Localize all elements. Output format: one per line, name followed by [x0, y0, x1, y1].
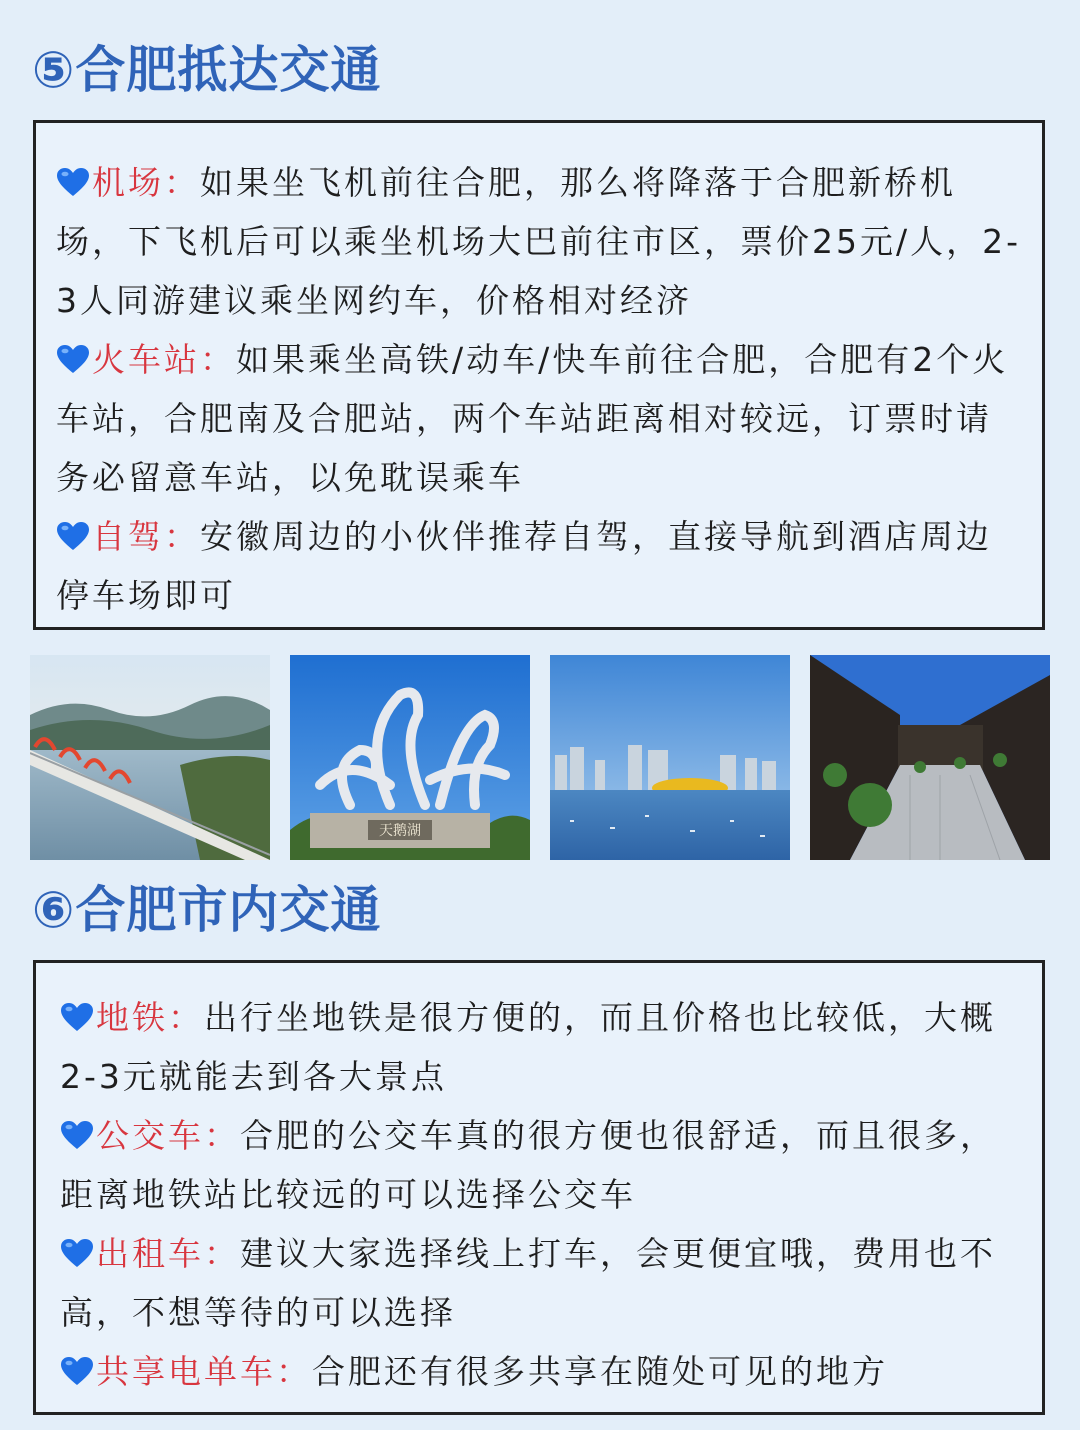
shared-ebike-text: 合肥还有很多共享在随处可见的地方 [312, 1352, 888, 1391]
blue-heart-icon [56, 521, 90, 551]
photo-gallery [30, 655, 1050, 860]
bus-label: 公交车： [96, 1116, 240, 1155]
city-transport-section-title: ⑥合肥市内交通 [32, 881, 382, 939]
arrival-info-box [33, 120, 1045, 630]
train-station-text: 如果乘坐高铁/动车/快车前往合肥，合肥有2个火车站，合肥南及合肥站，两个车站距离相对较远，订票时请务必留意车站，以免耽误乘车 [56, 340, 1009, 497]
airport-text: 如果坐飞机前往合肥，那么将降落于合肥新桥机场，下飞机后可以乘坐机场大巴前往市区，票价25元/人，2-3人同游建议乘坐网约车，价格相对经济 [56, 163, 1022, 320]
swan-sculpture-photo [290, 655, 530, 860]
city-skyline-photo [550, 655, 790, 860]
blue-heart-icon [60, 1002, 94, 1032]
airport-label: 机场： [92, 163, 200, 202]
blue-heart-icon [60, 1238, 94, 1268]
shared-ebike-paragraph [60, 1342, 1026, 1401]
taxi-label: 出租车： [96, 1234, 240, 1273]
taxi-paragraph [60, 1224, 1026, 1342]
metro-label: 地铁： [96, 998, 204, 1037]
self-drive-paragraph [56, 507, 1026, 625]
train-station-label: 火车站： [92, 340, 236, 379]
swan-lake-sign: 天鹅湖 [379, 823, 421, 839]
airport-paragraph [56, 153, 1026, 330]
metro-text: 出行坐地铁是很方便的，而且价格也比较低，大概2-3元就能去到各大景点 [60, 998, 996, 1096]
train-station-paragraph [56, 330, 1026, 507]
bridge-lake-photo [30, 655, 270, 860]
metro-paragraph [60, 988, 1026, 1106]
self-drive-label: 自驾： [92, 517, 200, 556]
city-transport-info-box [33, 960, 1045, 1415]
blue-heart-icon [60, 1356, 94, 1386]
bus-text: 合肥的公交车真的很方便也很舒适，而且很多，距离地铁站比较远的可以选择公交车 [60, 1116, 996, 1214]
self-drive-text: 安徽周边的小伙伴推荐自驾，直接导航到酒店周边停车场即可 [56, 517, 992, 615]
bus-paragraph [60, 1106, 1026, 1224]
blue-heart-icon [60, 1120, 94, 1150]
blue-heart-icon [56, 344, 90, 374]
courtyard-photo [810, 655, 1050, 860]
blue-heart-icon [56, 167, 90, 197]
arrival-section-title: ⑤合肥抵达交通 [32, 41, 382, 99]
shared-ebike-label: 共享电单车： [96, 1352, 312, 1391]
taxi-text: 建议大家选择线上打车，会更便宜哦，费用也不高，不想等待的可以选择 [60, 1234, 996, 1332]
